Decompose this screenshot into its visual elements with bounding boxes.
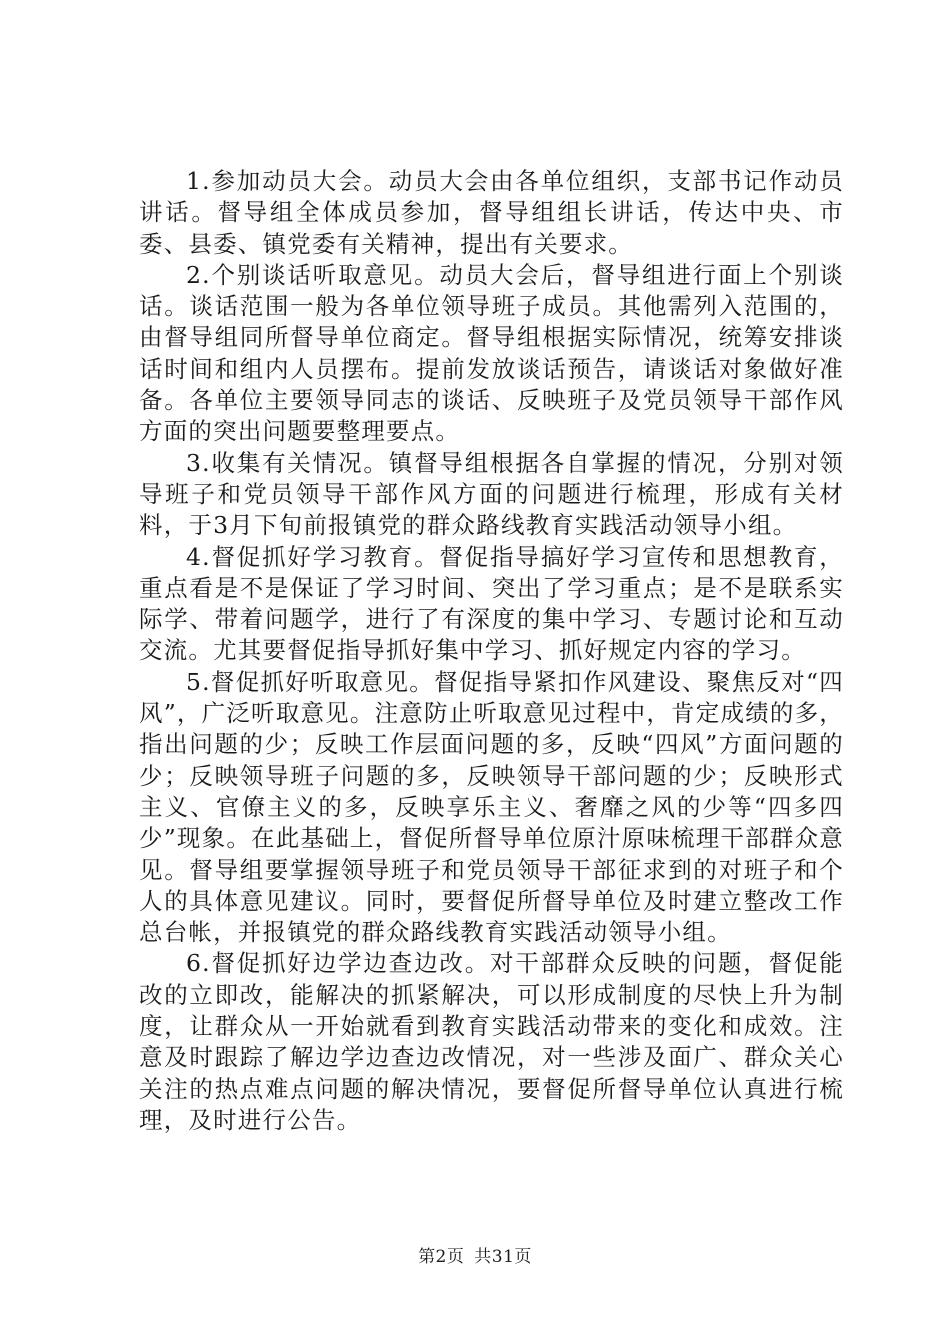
paragraph-3: 3.收集有关情况。镇督导组根据各自掌握的情况，分别对领导班子和党员领导干部作风方面的问题进行梳理，形成有关材料，于3月下旬前报镇党的群众路线教育实践活动领导小组。 [139, 448, 844, 540]
paragraph-6: 6.督促抓好边学边查边改。对干部群众反映的问题，督促能改的立即改，能解决的抓紧解决，可以形成制度的尽快上升为制度，让群众从一开始就看到教育实践活动带来的变化和成效。注意及时跟踪了解边学边查边改情况，对一些涉及面广、群众关心关注的热点难点问题的解决情况，要督促所督导单位认真进行梳理，及时进行公告。 [139, 949, 844, 1134]
paragraph-5: 5.督促抓好听取意见。督促指导紧扣作风建设、聚焦反对“四风”，广泛听取意见。注意防止听取意见过程中，肯定成绩的多，指出问题的少；反映工作层面问题的多，反映“四风”方面问题的少；反映领导班子问题的多，反映领导干部问题的少；反映形式主义、官僚主义的多，反映享乐主义、奢靡之风的少等“四多四少”现象。在此基础上，督促所督导单位原汁原味梳理干部群众意见。督导组要掌握领导班子和党员领导干部征求到的对班子和个人的具体意见建议。同时，要督促所督导单位及时建立整改工作总台帐，并报镇党的群众路线教育实践活动领导小组。 [139, 667, 844, 947]
paragraph-1: 1.参加动员大会。动员大会由各单位组织，支部书记作动员讲话。督导组全体成员参加，督导组组长讲话，传达中央、市委、县委、镇党委有关精神，提出有关要求。 [139, 167, 844, 258]
document-body [139, 166, 844, 1136]
page-footer [0, 1242, 950, 1267]
paragraph-4: 4.督促抓好学习教育。督促指导搞好学习宣传和思想教育，重点看是不是保证了学习时间、突出了学习重点；是不是联系实际学、带着问题学，进行了有深度的集中学习、专题讨论和互动交流。尤其要督促指导抓好集中学习、抓好规定内容的学习。 [139, 542, 844, 665]
page-number: 第2页 [418, 1247, 465, 1267]
page-total: 共31页 [474, 1247, 532, 1267]
paragraph-2: 2.个别谈话听取意见。动员大会后，督导组进行面上个别谈话。谈话范围一般为各单位领导班子成员。其他需列入范围的，由督导组同所督导单位商定。督导组根据实际情况，统筹安排谈话时间和组内人员摆布。提前发放谈话预告，请谈话对象做好准备。各单位主要领导同志的谈话、反映班子及党员领导干部作风方面的突出问题要整理要点。 [139, 260, 844, 446]
